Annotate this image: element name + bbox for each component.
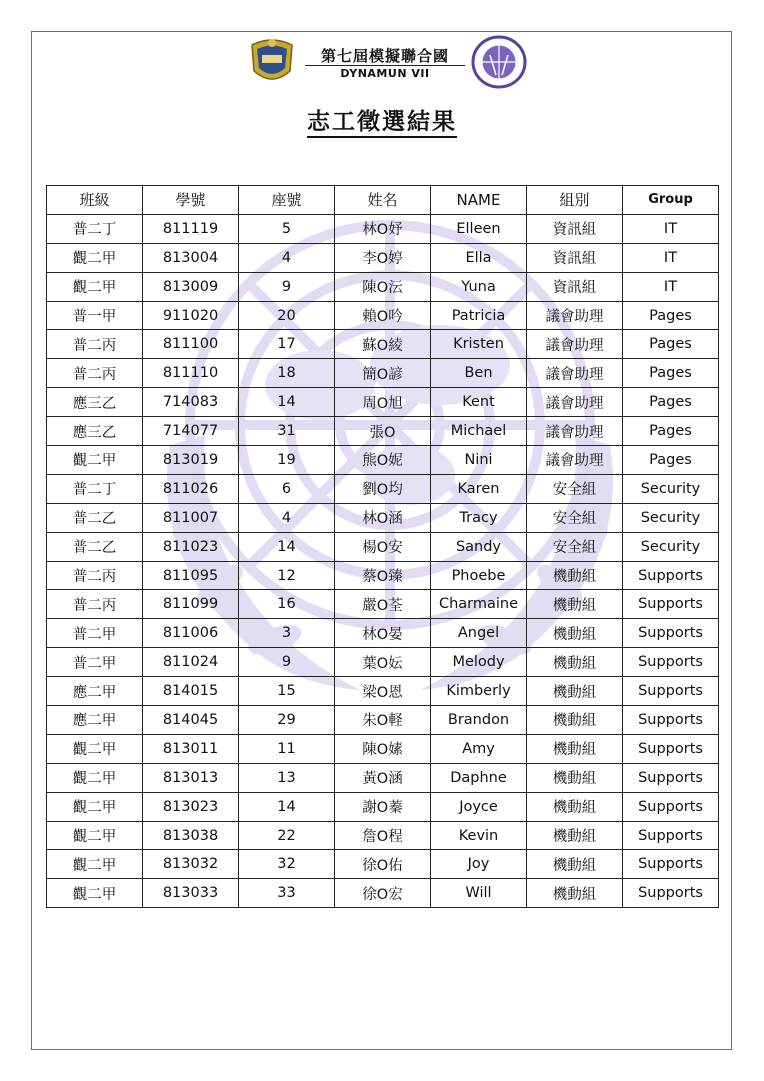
- cell-team: 安全組: [527, 532, 623, 561]
- table-row: [47, 734, 719, 763]
- cell-english-name: Nini: [431, 446, 527, 475]
- cell-english-name: Kimberly: [431, 677, 527, 706]
- cell-group: Pages: [623, 417, 719, 446]
- cell-group: Supports: [623, 850, 719, 879]
- cell-seat-number: 4: [239, 503, 335, 532]
- document-header: [0, 35, 764, 90]
- cell-class: 普二丁: [47, 214, 143, 243]
- cell-student-id: 811023: [143, 532, 239, 561]
- cell-class: 觀二甲: [47, 734, 143, 763]
- cell-student-id: 811110: [143, 359, 239, 388]
- table-row: [47, 359, 719, 388]
- cell-group: Security: [623, 503, 719, 532]
- cell-student-id: 813011: [143, 734, 239, 763]
- cell-student-id: 714077: [143, 417, 239, 446]
- table-row: [47, 792, 719, 821]
- cell-english-name: Patricia: [431, 301, 527, 330]
- cell-seat-number: 18: [239, 359, 335, 388]
- cell-chinese-name: 劉O均: [335, 474, 431, 503]
- cell-group: Pages: [623, 330, 719, 359]
- cell-group: Supports: [623, 821, 719, 850]
- cell-seat-number: 14: [239, 792, 335, 821]
- cell-chinese-name: 林O晏: [335, 619, 431, 648]
- cell-english-name: Yuna: [431, 272, 527, 301]
- cell-team: 機動組: [527, 648, 623, 677]
- table-row: [47, 619, 719, 648]
- cell-group: Supports: [623, 561, 719, 590]
- cell-english-name: Amy: [431, 734, 527, 763]
- cell-class: 普二甲: [47, 648, 143, 677]
- table-row: [47, 532, 719, 561]
- cell-team: 機動組: [527, 879, 623, 908]
- cell-student-id: 911020: [143, 301, 239, 330]
- column-header-group: Group: [623, 186, 719, 215]
- cell-class: 應二甲: [47, 706, 143, 735]
- cell-seat-number: 4: [239, 243, 335, 272]
- cell-team: 資訊組: [527, 243, 623, 272]
- cell-student-id: 813033: [143, 879, 239, 908]
- cell-seat-number: 9: [239, 648, 335, 677]
- cell-team: 機動組: [527, 821, 623, 850]
- cell-class: 觀二甲: [47, 821, 143, 850]
- cell-english-name: Melody: [431, 648, 527, 677]
- cell-team: 機動組: [527, 763, 623, 792]
- cell-english-name: Joy: [431, 850, 527, 879]
- cell-chinese-name: 梁O恩: [335, 677, 431, 706]
- table-row: [47, 879, 719, 908]
- un-emblem-icon: [470, 35, 528, 89]
- cell-team: 機動組: [527, 706, 623, 735]
- cell-class: 應三乙: [47, 388, 143, 417]
- cell-chinese-name: 李O婷: [335, 243, 431, 272]
- cell-student-id: 811119: [143, 214, 239, 243]
- cell-chinese-name: 林O涵: [335, 503, 431, 532]
- cell-team: 議會助理: [527, 417, 623, 446]
- cell-group: Supports: [623, 677, 719, 706]
- cell-student-id: 814045: [143, 706, 239, 735]
- cell-group: Supports: [623, 734, 719, 763]
- cell-seat-number: 29: [239, 706, 335, 735]
- cell-student-id: 813004: [143, 243, 239, 272]
- cell-group: Pages: [623, 446, 719, 475]
- cell-team: 議會助理: [527, 388, 623, 417]
- cell-student-id: 813038: [143, 821, 239, 850]
- cell-team: 機動組: [527, 677, 623, 706]
- cell-seat-number: 22: [239, 821, 335, 850]
- cell-chinese-name: 黃O涵: [335, 763, 431, 792]
- cell-team: 資訊組: [527, 272, 623, 301]
- cell-class: 普二丁: [47, 474, 143, 503]
- cell-team: 機動組: [527, 619, 623, 648]
- cell-seat-number: 13: [239, 763, 335, 792]
- cell-chinese-name: 嚴O荃: [335, 590, 431, 619]
- cell-group: Supports: [623, 706, 719, 735]
- cell-class: 普二甲: [47, 619, 143, 648]
- column-header-chinese-name: 姓名: [335, 186, 431, 215]
- cell-group: Security: [623, 474, 719, 503]
- column-header-team: 組別: [527, 186, 623, 215]
- table-row: [47, 417, 719, 446]
- cell-english-name: Joyce: [431, 792, 527, 821]
- cell-group: Supports: [623, 792, 719, 821]
- table-row: [47, 272, 719, 301]
- cell-team: 安全組: [527, 474, 623, 503]
- cell-student-id: 811099: [143, 590, 239, 619]
- cell-group: Supports: [623, 763, 719, 792]
- cell-student-id: 813032: [143, 850, 239, 879]
- cell-chinese-name: 謝O蓁: [335, 792, 431, 821]
- cell-chinese-name: 楊O安: [335, 532, 431, 561]
- cell-class: 應二甲: [47, 677, 143, 706]
- cell-english-name: Karen: [431, 474, 527, 503]
- table-row: [47, 243, 719, 272]
- cell-seat-number: 6: [239, 474, 335, 503]
- cell-chinese-name: 周O旭: [335, 388, 431, 417]
- cell-english-name: Angel: [431, 619, 527, 648]
- cell-class: 觀二甲: [47, 446, 143, 475]
- cell-class: 應三乙: [47, 417, 143, 446]
- table-row: [47, 706, 719, 735]
- table-row: [47, 214, 719, 243]
- cell-seat-number: 16: [239, 590, 335, 619]
- cell-chinese-name: 林O妤: [335, 214, 431, 243]
- cell-english-name: Kevin: [431, 821, 527, 850]
- cell-class: 觀二甲: [47, 879, 143, 908]
- cell-chinese-name: 賴O吟: [335, 301, 431, 330]
- cell-group: Pages: [623, 301, 719, 330]
- cell-seat-number: 32: [239, 850, 335, 879]
- cell-team: 議會助理: [527, 446, 623, 475]
- volunteer-results-table: [46, 185, 719, 908]
- cell-class: 普二乙: [47, 503, 143, 532]
- cell-class: 普二丙: [47, 330, 143, 359]
- cell-seat-number: 17: [239, 330, 335, 359]
- cell-group: Pages: [623, 359, 719, 388]
- org-title: 第七屆模擬聯合國: [320, 47, 449, 65]
- cell-group: Pages: [623, 388, 719, 417]
- cell-student-id: 811100: [143, 330, 239, 359]
- cell-class: 普二丙: [47, 359, 143, 388]
- table-row: [47, 446, 719, 475]
- table-row: [47, 821, 719, 850]
- table-row: [47, 590, 719, 619]
- cell-chinese-name: 張O: [335, 417, 431, 446]
- table-row: [47, 561, 719, 590]
- page-title-text: 志工徵選結果: [307, 108, 457, 138]
- cell-chinese-name: 朱O軽: [335, 706, 431, 735]
- cell-group: Supports: [623, 590, 719, 619]
- cell-chinese-name: 陳O嫊: [335, 734, 431, 763]
- page-title: [0, 103, 764, 136]
- cell-class: 普二丙: [47, 590, 143, 619]
- cell-seat-number: 20: [239, 301, 335, 330]
- cell-group: Security: [623, 532, 719, 561]
- cell-team: 機動組: [527, 850, 623, 879]
- cell-group: Supports: [623, 648, 719, 677]
- cell-english-name: Daphne: [431, 763, 527, 792]
- cell-class: 普二丙: [47, 561, 143, 590]
- cell-student-id: 813013: [143, 763, 239, 792]
- cell-english-name: Charmaine: [431, 590, 527, 619]
- cell-chinese-name: 陳O沄: [335, 272, 431, 301]
- cell-group: IT: [623, 214, 719, 243]
- cell-english-name: Ben: [431, 359, 527, 388]
- cell-chinese-name: 葉O妘: [335, 648, 431, 677]
- cell-student-id: 813023: [143, 792, 239, 821]
- cell-seat-number: 19: [239, 446, 335, 475]
- cell-group: IT: [623, 243, 719, 272]
- table-row: [47, 648, 719, 677]
- cell-class: 觀二甲: [47, 243, 143, 272]
- cell-seat-number: 3: [239, 619, 335, 648]
- cell-english-name: Michael: [431, 417, 527, 446]
- cell-chinese-name: 徐O佑: [335, 850, 431, 879]
- cell-team: 機動組: [527, 590, 623, 619]
- cell-seat-number: 14: [239, 532, 335, 561]
- cell-english-name: Kent: [431, 388, 527, 417]
- cell-seat-number: 31: [239, 417, 335, 446]
- column-header-english-name: NAME: [431, 186, 527, 215]
- cell-student-id: 714083: [143, 388, 239, 417]
- table-row: [47, 330, 719, 359]
- cell-chinese-name: 蔡O臻: [335, 561, 431, 590]
- table-row: [47, 503, 719, 532]
- cell-student-id: 811007: [143, 503, 239, 532]
- cell-group: IT: [623, 272, 719, 301]
- cell-class: 普一甲: [47, 301, 143, 330]
- cell-student-id: 811024: [143, 648, 239, 677]
- cell-team: 議會助理: [527, 359, 623, 388]
- cell-class: 普二乙: [47, 532, 143, 561]
- cell-student-id: 814015: [143, 677, 239, 706]
- table-header-row: [47, 186, 719, 215]
- cell-seat-number: 5: [239, 214, 335, 243]
- cell-team: 機動組: [527, 734, 623, 763]
- cell-english-name: Tracy: [431, 503, 527, 532]
- column-header-class: 班級: [47, 186, 143, 215]
- cell-chinese-name: 徐O宏: [335, 879, 431, 908]
- table-row: [47, 677, 719, 706]
- cell-chinese-name: 詹O程: [335, 821, 431, 850]
- cell-english-name: Brandon: [431, 706, 527, 735]
- cell-class: 觀二甲: [47, 272, 143, 301]
- cell-student-id: 811006: [143, 619, 239, 648]
- cell-seat-number: 14: [239, 388, 335, 417]
- cell-class: 觀二甲: [47, 792, 143, 821]
- cell-chinese-name: 簡O諺: [335, 359, 431, 388]
- cell-chinese-name: 蘇O綾: [335, 330, 431, 359]
- table-row: [47, 763, 719, 792]
- cell-team: 機動組: [527, 792, 623, 821]
- cell-team: 議會助理: [527, 301, 623, 330]
- cell-seat-number: 11: [239, 734, 335, 763]
- cell-english-name: Phoebe: [431, 561, 527, 590]
- cell-seat-number: 15: [239, 677, 335, 706]
- cell-english-name: Sandy: [431, 532, 527, 561]
- table-body: [47, 214, 719, 907]
- cell-team: 機動組: [527, 561, 623, 590]
- cell-team: 資訊組: [527, 214, 623, 243]
- column-header-seat-number: 座號: [239, 186, 335, 215]
- school-crest-icon: [246, 35, 298, 87]
- cell-student-id: 813019: [143, 446, 239, 475]
- cell-student-id: 813009: [143, 272, 239, 301]
- cell-student-id: 811095: [143, 561, 239, 590]
- cell-seat-number: 33: [239, 879, 335, 908]
- table-row: [47, 850, 719, 879]
- cell-english-name: Elleen: [431, 214, 527, 243]
- table-row: [47, 474, 719, 503]
- cell-chinese-name: 熊O妮: [335, 446, 431, 475]
- cell-group: Supports: [623, 619, 719, 648]
- cell-class: 觀二甲: [47, 763, 143, 792]
- cell-english-name: Will: [431, 879, 527, 908]
- table-row: [47, 388, 719, 417]
- org-subtitle: DYNAMUN VII: [305, 65, 465, 80]
- column-header-student-id: 學號: [143, 186, 239, 215]
- cell-english-name: Ella: [431, 243, 527, 272]
- cell-group: Supports: [623, 879, 719, 908]
- cell-seat-number: 9: [239, 272, 335, 301]
- cell-class: 觀二甲: [47, 850, 143, 879]
- cell-english-name: Kristen: [431, 330, 527, 359]
- cell-student-id: 811026: [143, 474, 239, 503]
- cell-team: 安全組: [527, 503, 623, 532]
- table-row: [47, 301, 719, 330]
- cell-seat-number: 12: [239, 561, 335, 590]
- cell-team: 議會助理: [527, 330, 623, 359]
